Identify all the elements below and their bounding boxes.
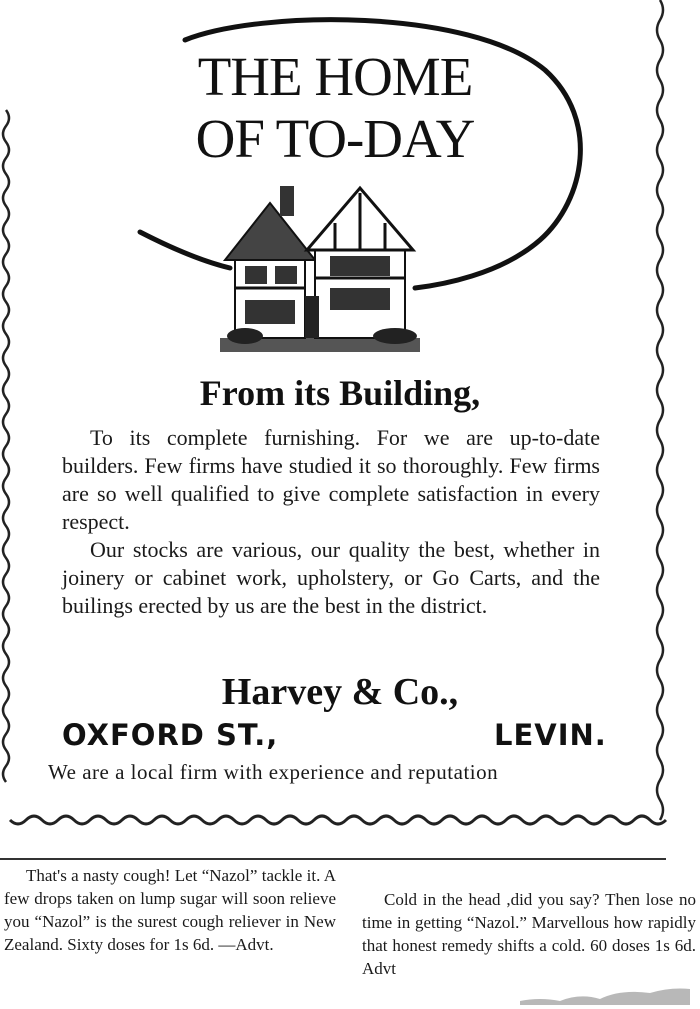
notice-right-text: Cold in the head ,did you say? Then lose no time in getting “Nazol.” Marvellous how rapidly that honest remedy shifts a cold. 60 doses 1s 6d. Advt bbox=[362, 890, 696, 978]
house-illustration-icon bbox=[215, 178, 425, 358]
notice-left-text: That's a nasty cough! Let “Nazol” tackle it. A few drops taken on lump sugar will soon relieve you “Nazol” is the surest cough reliever in New Zealand. Sixty doses for 1s 6d. —Advt. bbox=[4, 866, 336, 954]
ad-tagline: We are a local firm with experience and reputation bbox=[48, 760, 499, 784]
street-address: OXFORD ST., bbox=[62, 718, 279, 752]
notice-left bbox=[4, 864, 336, 956]
headline bbox=[150, 46, 520, 170]
notice-right bbox=[362, 888, 696, 980]
ad-paragraph-1: To its complete furnishing. For we are up-to-date builders. Few firms have studied it so thoroughly. Few firms are so well qualified to give complete satisfaction in every respect. bbox=[62, 425, 600, 534]
ad-body bbox=[62, 424, 600, 620]
smudge-mark-icon bbox=[520, 985, 690, 1005]
headline-line-1: THE HOME bbox=[197, 46, 473, 107]
headline-line-2: OF TO-DAY bbox=[195, 108, 475, 169]
ad-paragraph-2: Our stocks are various, our quality the best, whether in joinery or cabinet work, upholstery, or Go Carts, and the builings erected by us are the best in the district. bbox=[62, 537, 600, 618]
subhead: From its Building, bbox=[199, 373, 481, 413]
firm-name: Harvey & Co., bbox=[221, 671, 459, 713]
town-name: LEVIN. bbox=[494, 718, 607, 752]
column-rule bbox=[0, 858, 666, 860]
